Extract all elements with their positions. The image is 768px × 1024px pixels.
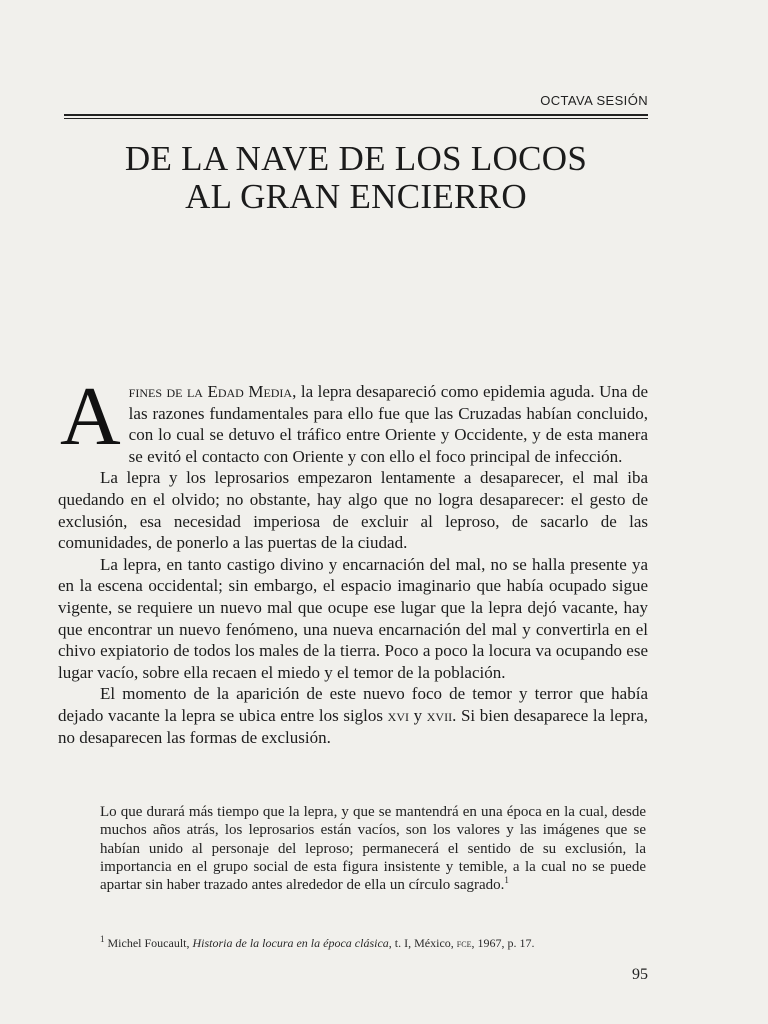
running-head: OCTAVA SESIÓN bbox=[540, 93, 648, 108]
paragraph-1 bbox=[58, 370, 648, 467]
footnote-author: Michel Foucault, bbox=[104, 936, 193, 950]
century-16: xvi bbox=[387, 705, 409, 725]
chapter-title bbox=[64, 140, 648, 216]
footnote-publisher: fce bbox=[456, 936, 472, 950]
block-quote bbox=[100, 803, 646, 894]
footnote-details-a: , t. I, México, bbox=[388, 936, 457, 950]
chapter-title-line-1: DE LA NAVE DE LOS LOCOS bbox=[124, 139, 588, 178]
paragraph-4-text-b: . Si bien desaparece la lepra, no desaparecen las formas de exclusión. bbox=[58, 705, 649, 747]
chapter-title-line-2: AL GRAN ENCIERRO bbox=[185, 177, 527, 216]
century-17: xvii bbox=[426, 705, 453, 725]
header-rule-thin bbox=[64, 118, 648, 119]
opening-small-caps: fines de la Edad Media, bbox=[128, 382, 297, 401]
footnote-work-title: Historia de la locura en la época clásica bbox=[192, 936, 389, 950]
paragraph-2: La lepra y los leprosarios empezaron lentamente a desaparecer, el mal iba quedando en el olvido; no obstante, hay algo que no logra desaparecer: el gesto de exclusión, esa necesidad imperiosa de excluir al leproso, de sacarlo de las comunidades, de ponerlo a las puertas de la ciudad. bbox=[58, 468, 648, 553]
footnote bbox=[100, 936, 646, 951]
page-number: 95 bbox=[632, 966, 648, 983]
header-rule-thick bbox=[64, 114, 648, 116]
footnote-reference: 1 bbox=[504, 875, 509, 886]
body-text bbox=[58, 370, 649, 748]
paragraph-1-text: la lepra desapareció como epidemia aguda. Una de las razones fundamentales para ello fue que las Cruzadas habían concluido, con lo cual se detuvo el tráfico entre Oriente y Occidente, y de esta manera se evitó el contacto con Oriente y con ello el foco principal de infección. bbox=[128, 382, 648, 466]
footnote-details-b: , 1967, p. 17. bbox=[471, 936, 535, 950]
footnote-number: 1 bbox=[100, 934, 105, 944]
paragraph-3: La lepra, en tanto castigo divino y encarnación del mal, no se halla presente ya en la escena occidental; sin embargo, el espacio imaginario que había ocupado sigue vigente, se requiere un nuevo mal que ocupe ese lugar que la lepra dejó vacante, hay que encontrar un nuevo fenómeno, una nueva encarnación del mal y convertirla en el chivo expiatorio de todos los males de la tierra. Poco a poco la locura va ocupando ese lugar vacío, sobre ella recaen el miedo y el temor de la población. bbox=[58, 554, 648, 682]
paragraph-4 bbox=[58, 683, 648, 748]
drop-cap: A bbox=[60, 370, 121, 463]
paragraph-4-and: y bbox=[408, 705, 427, 725]
block-quote-text: Lo que durará más tiempo que la lepra, y que se mantendrá en una época en la cual, desde muchos años atrás, los leprosarios están vacíos, son los valores y las imágenes que se habían unido al personaje del leproso; permanecerá el sentido de su exclusión, la importancia en el grupo social de esta figura insistente y temible, a la cual no se puede apartar sin haber trazado antes alrededor de ella un círculo sagrado. bbox=[100, 804, 646, 894]
paragraph-4-text-a: El momento de la aparición de este nuevo foco de temor y terror que había dejado vacante la lepra se ubica entre los siglos bbox=[58, 684, 648, 725]
